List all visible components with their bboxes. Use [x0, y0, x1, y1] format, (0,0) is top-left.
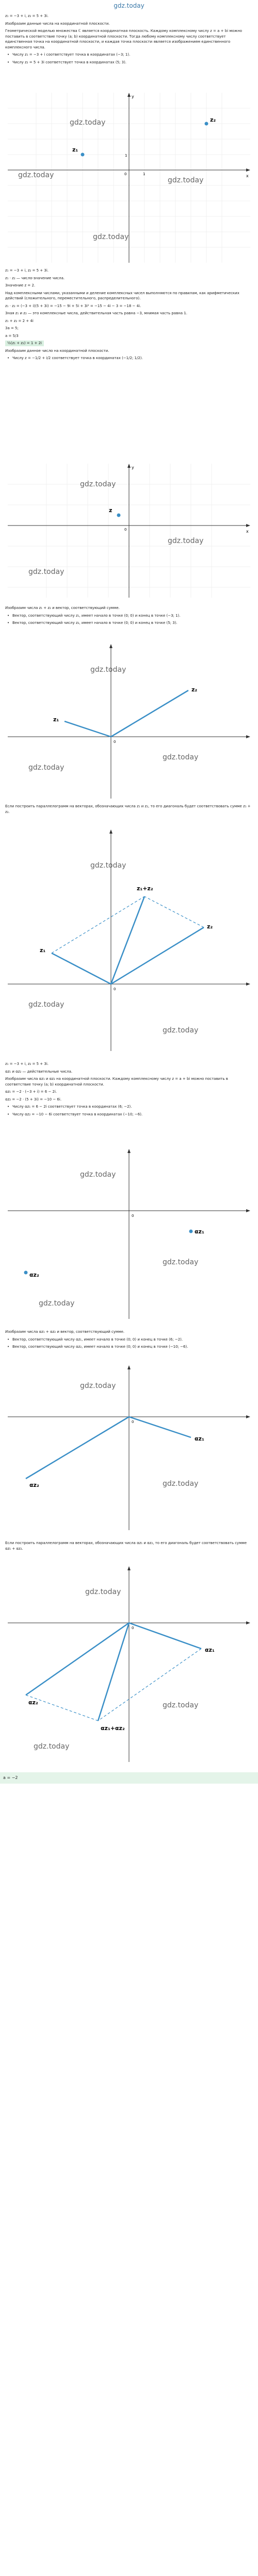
watermark: gdz.today	[70, 118, 106, 127]
watermark: gdz.today	[39, 1299, 75, 1308]
label-z1: z₁	[72, 146, 78, 153]
plot-7	[8, 1566, 250, 1762]
watermark: gdz.today	[80, 1382, 116, 1390]
figure-6	[8, 1365, 250, 1530]
label-az2: αz₂	[29, 1482, 39, 1488]
given-text: z₁ = −3 + i, z₂ = 5 + 3i.	[5, 1062, 49, 1066]
watermark: gdz.today	[163, 1026, 199, 1035]
theory-text: Геометрической моделью множества ℂ является координатная плоскость. Каждому комплексному числу z = a + bi можно поставить в соответствие точку (a; b) координатной плоскости. Тогда любому комплексному числу соответствует единственная точка на координатной плоскости, и каждая точка плоскости является изображением единственного комплексного числа.	[5, 29, 243, 49]
highlighted-half-sum: ½(z₁ + z₂) = 1 + 2i	[5, 341, 44, 346]
watermark: gdz.today	[34, 1742, 70, 1751]
plot-4	[8, 829, 250, 1051]
label-sum: z₁+z₂	[137, 885, 153, 892]
plot-3	[8, 644, 250, 799]
calc1-text: αz₁ = −2 · (−3 + i) = 6 − 2i.	[5, 1090, 57, 1094]
label-z2: z₂	[207, 923, 213, 930]
origin-label: 0	[132, 1214, 134, 1218]
section-5-text	[5, 1329, 253, 1352]
label-az1: αz₁	[195, 1228, 204, 1235]
theory-text: Изобразим числа αz₁ и αz₂ на координатной плоскости. Каждому комплексному числу z = a + bi можно поставить в соответствие точку (a; b) координатной плоскости.	[5, 1077, 228, 1087]
watermark: gdz.today	[28, 764, 64, 772]
label-az2: αz₂	[29, 1272, 39, 1278]
bullet-z2: • Числу z₂ = 5 + 3i соответствует точка в координатах (5; 3).	[5, 60, 253, 65]
origin-label: 0	[132, 1626, 134, 1630]
section-4-text	[5, 1061, 253, 1119]
label-z1: z₁	[40, 947, 46, 954]
intro2-text: Изобразим данное число на координатной плоскости.	[5, 348, 109, 353]
point-az1	[189, 1230, 193, 1233]
site-header	[0, 0, 258, 11]
value-text: Значение z = 2.	[5, 283, 36, 287]
watermark: gdz.today	[163, 1480, 199, 1488]
bullet-vector-az2: • Вектор, соответствующий числу αz₂, имеет начало в точке (0; 0) и конец в точке (−10; −6).	[5, 1344, 253, 1350]
watermark: gdz.today	[163, 753, 199, 761]
result-text: z₁ + z₂ = 2 + 4i	[5, 318, 34, 323]
watermark: gdz.today	[90, 666, 126, 674]
calc-text: z₁ · z₂ = (−3 + i)(5 + 3i) = −15 − 9i + 5i + 3i² = −15 − 4i − 3 = −18 − 4i.	[5, 303, 141, 308]
point-az2	[24, 1271, 28, 1275]
watermark: gdz.today	[168, 176, 204, 184]
plot-5	[8, 1149, 250, 1319]
watermark: gdz.today	[85, 1588, 121, 1596]
intro-text: αz₁ и αz₂ — действительные числа.	[5, 1069, 73, 1074]
plot-2	[8, 464, 250, 598]
intro-text: Изобразим числа αz₁ + αz₂ и вектор, соответствующий сумме.	[5, 1330, 125, 1334]
origin-label: 0	[114, 987, 116, 991]
section-2-text	[5, 268, 253, 363]
intro-text: Изобразим данные числа на координатной плоскости.	[5, 21, 110, 26]
rule-text: Над комплексными числами, указанными и деление комплексных чисел выполняются по правилам, как арифметических действий (сложительного, переместительного, распределительного).	[5, 291, 239, 300]
answer-text: a = −2	[3, 1775, 18, 1780]
vector-sum	[98, 1623, 129, 1721]
label-z2: z₂	[210, 116, 216, 123]
note-text: Если построить параллелограмм на векторах, обозначающих числа z₁ и z₂, то его диагональ будет соответствовать сумме z₁ + z₂.	[5, 804, 251, 814]
step-a-text: 3a = 5;	[5, 326, 19, 330]
point-z2	[205, 122, 208, 126]
parallelogram-side	[52, 896, 144, 953]
section-1-text	[5, 13, 253, 67]
figure-7	[8, 1566, 250, 1762]
bullet-vector-z1: • Вектор, соответствующий числу z₁, имеет начало в точке (0; 0) и конец в точке (−3; 1).	[5, 613, 253, 619]
bullet-vector-z2: • Вектор, соответствующий числу z₂, имеет начало в точке (0; 0) и конец в точке (5; 3).	[5, 620, 253, 626]
x-axis-label: x	[246, 174, 249, 178]
bullet-az1: • Числу αz₁ = 6 − 2i соответствует точка в координатах (6; −2).	[5, 1104, 253, 1110]
figure-3	[8, 644, 250, 799]
label-az1: αz₁	[195, 1435, 204, 1442]
origin-label: 0	[124, 528, 127, 532]
vector-z2	[111, 690, 188, 737]
figure-4	[8, 829, 250, 1051]
intro-text: Изобразим числа z₁ + z₂ и вектор, соответствующий сумме.	[5, 606, 120, 610]
calc2-text: αz₂ = −2 · (5 + 3i) = −10 − 6i.	[5, 1097, 62, 1101]
label-sum: αz₁+αz₂	[101, 1725, 125, 1732]
figure-2	[8, 464, 250, 598]
bullet-az2: • Числу αz₂ = −10 − 6i соответствует точка в координатах (−10; −6).	[5, 1112, 253, 1117]
watermark: gdz.today	[90, 861, 126, 870]
given-text: z₁ = −3 + i, z₂ = 5 + 3i.	[5, 14, 49, 18]
given-text: z₁ = −3 + i, z₂ = 5 + 3i.	[5, 268, 49, 273]
watermark: gdz.today	[28, 568, 64, 576]
bullet-vector-az1: • Вектор, соответствующий числу αz₁, имеет начало в точке (0; 0) и конец в точке (6; −2).	[5, 1337, 253, 1343]
tick-label-y1: 1	[125, 154, 127, 158]
label-z1: z₁	[53, 716, 59, 723]
bullet-point: • Числу z = −1/2 + i/2 соответствует точка в координатах (−1/2; 1/2).	[5, 355, 253, 361]
plot-6	[8, 1365, 250, 1530]
vector-z1	[52, 953, 111, 984]
intro-text: z₁ · z₂ — число-значение числа.	[5, 276, 65, 280]
figure-5	[8, 1149, 250, 1319]
origin-label: 0	[124, 172, 127, 176]
watermark: gdz.today	[80, 1171, 116, 1179]
watermark: gdz.today	[80, 480, 116, 488]
label-az2: αz₂	[28, 1699, 38, 1706]
y-axis-label: y	[132, 465, 134, 470]
watermark: gdz.today	[18, 171, 54, 179]
watermark: gdz.today	[28, 1001, 64, 1009]
vector-z2	[111, 927, 204, 984]
watermark: gdz.today	[168, 537, 204, 545]
section-5-note	[5, 1540, 253, 1553]
section-3-note	[5, 804, 253, 817]
vector-sum	[111, 896, 144, 984]
label-z2: z₂	[191, 686, 198, 693]
watermark: gdz.today	[93, 233, 129, 241]
point-z1	[81, 153, 85, 157]
answer-bar	[0, 1772, 258, 1784]
vector-az1	[129, 1623, 201, 1649]
vector-az2	[26, 1623, 129, 1695]
note-text: Если построить параллелограмм на векторах, обозначающих числа αz₁ и αz₂, то его диагональ будет соответствовать сумме αz₁ + αz₂.	[5, 1541, 247, 1551]
vector-az1	[129, 1417, 191, 1437]
bullet-z1: • Числу z₁ = −3 + i соответствует точка в координатах (−3; 1).	[5, 52, 253, 58]
site-logo[interactable]: gdz.today	[114, 2, 144, 9]
vector-z1	[64, 721, 111, 737]
watermark: gdz.today	[163, 1701, 199, 1709]
figure-1	[8, 93, 250, 263]
watermark: gdz.today	[163, 1258, 199, 1266]
parallelogram-side	[144, 896, 204, 927]
origin-label: 0	[114, 740, 116, 744]
vector-az2	[26, 1417, 129, 1479]
y-axis-label: y	[132, 94, 134, 99]
origin-label: 0	[132, 1420, 134, 1424]
section-3-text	[5, 605, 253, 628]
label-az1: αz₁	[205, 1647, 215, 1653]
point-z	[117, 514, 121, 517]
x-axis-label: x	[246, 529, 249, 534]
label-z: z	[109, 507, 112, 514]
step-b-text: a = 5/3	[5, 333, 19, 338]
real-note-text: Зная z₁ и z₂ — это комплексные числа, действительная часть равна −3, мнимая часть равна 1.	[5, 311, 187, 315]
tick-label-x1: 1	[143, 172, 146, 176]
